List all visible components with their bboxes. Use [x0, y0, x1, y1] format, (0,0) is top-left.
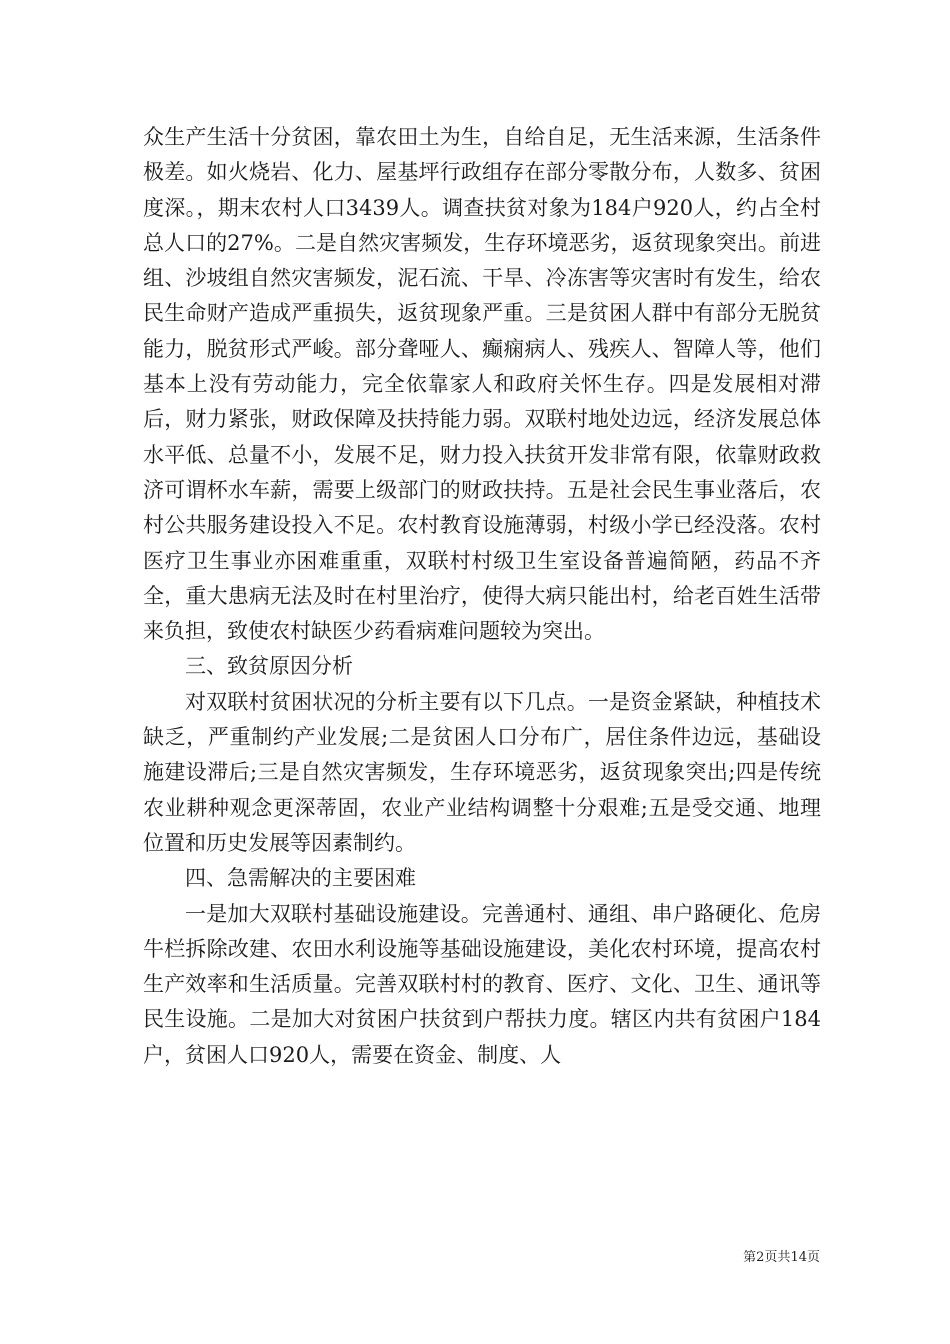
page-number-footer: 第2页共14页 — [743, 1250, 820, 1265]
paragraph-causes-analysis: 对双联村贫困状况的分析主要有以下几点。一是资金紧缺，种植技术缺乏，严重制约产业发展;二是贫困人口分布广，居住条件边远，基础设施建设滞后;三是自然灾害频发，生存环境恶劣，返贫现象突出;四是传统农业耕种观念更深蒂固，农业产业结构调整十分艰难;五是受交通、地理位置和历史发展等因素制约。 — [143, 689, 821, 855]
section-heading-causes: 三、致贫原因分析 — [185, 654, 353, 679]
section-heading-difficulties: 四、急需解决的主要困难 — [185, 866, 416, 891]
document-page — [143, 120, 821, 1073]
paragraph-poverty-status: 众生产生活十分贫困，靠农田土为生，自给自足，无生活来源，生活条件极差。如火烧岩、化力、屋基坪行政组存在部分零散分布，人数多、贫困度深。，期末农村人口3439人。调查扶贫对象为184户920人，约占全村总人口的27%。二是自然灾害频发，生存环境恶劣，返贫现象突出。前进组、沙坡组自然灾害频发，泥石流、干旱、冷冻害等灾害时有发生，给农民生命财产造成严重损失，返贫现象严重。三是贫困人群中有部分无脱贫能力，脱贫形式严峻。部分聋哑人、癫痫病人、残疾人、智障人等，他们基本上没有劳动能力，完全依靠家人和政府关怀生存。四是发展相对滞后，财力紧张，财政保障及扶持能力弱。双联村地处边远，经济发展总体水平低、总量不小，发展不足，财力投入扶贫开发非常有限，依靠财政救济可谓杯水车薪，需要上级部门的财政扶持。五是社会民生事业落后，农村公共服务建设投入不足。农村教育设施薄弱，村级小学已经没落。农村医疗卫生事业亦困难重重，双联村村级卫生室设备普遍简陋，药品不齐全，重大患病无法及时在村里治疗，使得大病只能出村，给老百姓生活带来负担，致使农村缺医少药看病难问题较为突出。 — [143, 125, 821, 644]
paragraph-difficulties: 一是加大双联村基础设施建设。完善通村、通组、串户路硬化、危房牛栏拆除改建、农田水利设施等基础设施建设，美化农村环境，提高农村生产效率和生活质量。完善双联村村的教育、医疗、文化、卫生、通讯等民生设施。二是加大对贫困户扶贫到户帮扶力度。辖区内共有贫困户184户，贫困人口920人，需要在资金、制度、人 — [143, 901, 821, 1067]
